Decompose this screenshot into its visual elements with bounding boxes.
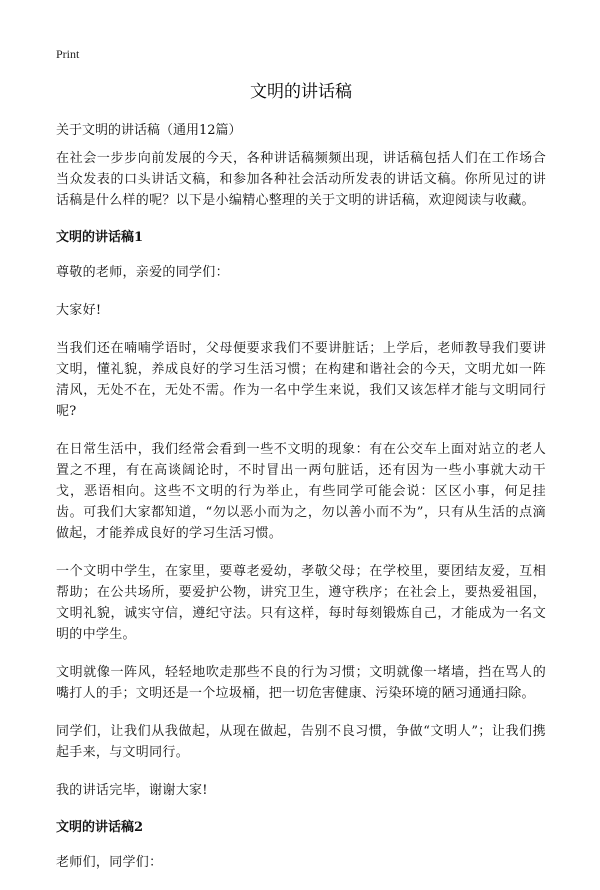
- print-link[interactable]: Print: [56, 47, 80, 61]
- section1-hello: 大家好!: [56, 303, 102, 318]
- section-heading-2: 文明的讲话稿2: [56, 820, 144, 835]
- section-heading-1: 文明的讲话稿1: [56, 230, 144, 245]
- section2-greeting: 老师们，同学们：: [56, 855, 163, 870]
- intro-paragraph: 在社会一步步向前发展的今天，各种讲话稿频频出现，讲话稿包括人们在工作场合当众发表的口头讲话文稿，和参加各种社会活动所发表的讲话文稿。你所见过的讲话稿是什么样的呢？以下是小编精心整理的关于文明的讲话稿，欢迎阅读与收藏。: [56, 151, 546, 208]
- section1-greeting: 尊敬的老师，亲爱的同学们：: [56, 265, 229, 280]
- document-body: [56, 148, 546, 890]
- document-subtitle: 关于文明的讲话稿（通用12篇）: [56, 123, 242, 138]
- section1-paragraph-3: 一个文明中学生，在家里，要尊老爱幼，孝敬父母；在学校里，要团结友爱，互相帮助；在公共场所，要爱护公物，讲究卫生，遵守秩序；在社会上，要热爱祖国，文明礼貌，诚实守信，遵纪守法。只有这样，每时每刻锻炼自己，才能成为一名文明的中学生。: [56, 564, 546, 642]
- section1-paragraph-2: 在日常生活中，我们经常会看到一些不文明的现象：有在公交车上面对站立的老人置之不理，有在高谈阔论时，不时冒出一两句脏话，还有因为一些小事就大动干戈，恶语相向。这些不文明的行为举止，有些同学可能会说：区区小事，何足挂齿。可我们大家都知道，“勿以恶小而为之，勿以善小而不为”，只有从生活的点滴做起，才能养成良好的学习生活习惯。: [56, 442, 546, 541]
- section1-paragraph-4: 文明就像一阵风，轻轻地吹走那些不良的行为习惯；文明就像一堵墙，挡在骂人的嘴打人的手；文明还是一个垃圾桶，把一切危害健康、污染环境的陋习通通扫除。: [56, 665, 546, 701]
- section1-paragraph-1: 当我们还在喃喃学语时，父母便要求我们不要讲脏话；上学后，老师教导我们要讲文明，懂礼貌，养成良好的学习生活习惯；在构建和谐社会的今天，文明尤如一阵清风，无处不在，无处不需。作为一名中学生来说，我们又该怎样才能与文明同行呢?: [56, 341, 546, 419]
- section1-paragraph-5: 同学们，让我们从我做起，从现在做起，告别不良习惯，争做“文明人”；让我们携起手来，与文明同行。: [56, 724, 546, 760]
- section1-closing: 我的讲话完毕，谢谢大家!: [56, 783, 208, 798]
- document-title: 文明的讲话稿: [250, 82, 352, 102]
